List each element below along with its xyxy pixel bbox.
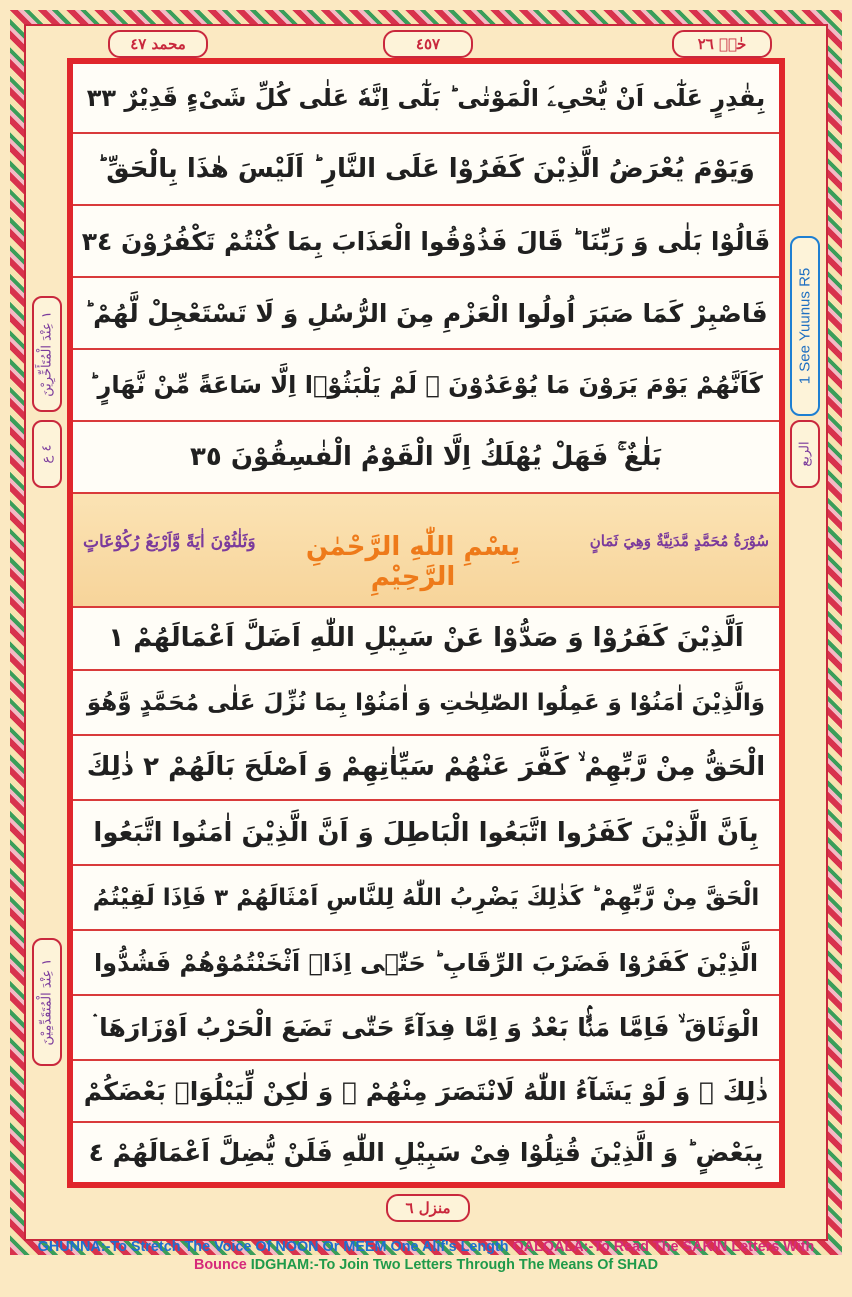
verse-text: قَالُوْا بَلٰى وَ رَبِّنَا ؕ قَالَ فَذُوْقُوا الْعَذَابَ بِمَا كُنْتُمْ تَكْفُرُوْنَ ٣٤ (81, 226, 771, 256)
ruku-marker-bottom-text: ١ عِنْدَ الْمُتَقَدِّمِيْنَ (39, 958, 55, 1046)
verse-text: بَلٰغٌ ۚ فَهَلْ یُهْلَكُ اِلَّا الْقَوْمُ الْفٰسِقُوْنَ ٣٥ (190, 441, 662, 472)
verse-text: كَاَنَّهُمْ یَوْمَ یَرَوْنَ مَا یُوْعَدُوْنَ ۙ لَمْ یَلْبَثُوْۤا اِلَّا سَاعَةً مِّنْ نَّهَارٍ ؕ (89, 371, 763, 399)
verse-line (73, 64, 779, 134)
basmala: بِسْمِ اللّٰهِ الرَّحْمٰنِ الرَّحِیْمِ (305, 532, 521, 592)
verse-text: وَالَّذِیْنَ اٰمَنُوْا وَ عَمِلُوا الصّٰلِحٰتِ وَ اٰمَنُوْا بِمَا نُزِّلَ عَلٰى مُحَمَّدٍ وَّهُوَ (86, 689, 766, 716)
verse-text: بِبَعْضٍ ؕ وَ الَّذِیْنَ قُتِلُوْا فِیْ سَبِیْلِ اللّٰهِ فَلَنْ یُّضِلَّ اَعْمَالَهُمْ ٤ (88, 1138, 764, 1167)
verse-line (73, 996, 779, 1061)
ruku-count-text: ٤ ع (39, 444, 55, 464)
verse-text: فَاصْبِرْ كَمَا صَبَرَ اُولُوا الْعَزْمِ مِنَ الرُّسُلِ وَ لَا تَسْتَعْجِلْ لَّهُمْ ؕ (84, 298, 768, 328)
qalqala-label: QALQALA:- (512, 1239, 594, 1255)
verse-text: الَّذِیْنَ كَفَرُوْا فَضَرْبَ الرِّقَابِ ؕ حَتّٰۤى اِذَاۤ اَثْخَنْتُمُوْهُمْ فَشُدُّوا (93, 948, 759, 977)
verse-line (73, 606, 779, 671)
cross-reference-text: 1 See Yuunus R5 (796, 267, 814, 385)
verse-line (73, 422, 779, 494)
verse-text: ذٰلِكَ ۛ وَ لَوْ یَشَآءُ اللّٰهُ لَانْتَصَرَ مِنْهُمْ ۙ وَ لٰكِنْ لِّیَبْلُوَاۡ بَعْضَكُمْ (83, 1076, 769, 1106)
verse-text: الْحَقُّ مِنْ رَّبِّهِمْ ۙ كَفَّرَ عَنْهُمْ سَیِّاٰتِهِمْ وَ اَصْلَحَ بَالَهُمْ ٢ ذٰلِكَ (86, 752, 766, 782)
verse-text: الْحَقَّ مِنْ رَّبِّهِمْ ؕ كَذٰلِكَ یَضْرِبُ اللّٰهُ لِلنَّاسِ اَمْثَالَهُمْ ٣ فَاِذَا لَقِیْتُمُ (92, 884, 760, 911)
text-frame (67, 58, 785, 1188)
ruku-count-marker (32, 420, 62, 488)
tajweed-legend (20, 1238, 832, 1274)
verse-line (73, 206, 779, 278)
verse-text: بِقٰدِرٍ عَلٰٓى اَنْ يُّحْیِۦَ الْمَوْتٰى ؕ بَلٰٓى اِنَّهٗ عَلٰى كُلِّ شَیْءٍ قَدِیْرٌ ٣٣ (86, 84, 766, 112)
idgham-label: IDGHAM:- (250, 1257, 319, 1273)
verse-line (73, 671, 779, 736)
surah-info-right: سُوْرَةُ مُحَمَّدٍ مَّدَنِيَّةٌ وَهِيَ ثَمَانٍ (589, 532, 769, 550)
surah-info-left: وَثَلٰثُوْنَ اٰیَةً وَّاَرْبَعُ رُكُوْعَاتٍ (83, 532, 256, 552)
verse-line (73, 134, 779, 206)
rub-marker-text: الربع (797, 441, 813, 467)
verse-text: وَیَوْمَ یُعْرَضُ الَّذِیْنَ كَفَرُوْا عَلَى النَّارِ ؕ اَلَیْسَ هٰذَا بِالْحَقِّ ؕ (97, 154, 755, 184)
juz-label: حٰمۤ ٢٦ (672, 30, 772, 58)
surah-label: محمد ٤٧ (108, 30, 208, 58)
idgham-text: To Join Two Letters Through The Means Of SHAD (318, 1257, 658, 1273)
verse-line (73, 736, 779, 801)
ruku-marker-top-text: ١ عِنْدَ الْمُتَأَخِّرِيْنَ (39, 311, 55, 397)
verse-text: اَلَّذِیْنَ كَفَرُوْا وَ صَدُّوْا عَنْ سَبِیْلِ اللّٰهِ اَضَلَّ اَعْمَالَهُمْ ١ (108, 622, 744, 653)
verse-line (73, 801, 779, 866)
verse-line (73, 866, 779, 931)
surah-header (73, 494, 779, 608)
manzil-label: منزل ٦ (386, 1194, 470, 1222)
verse-line (73, 278, 779, 350)
cross-reference-note (790, 236, 820, 416)
qalqala-text: To Read The SAKIN Letters With Bounce (194, 1239, 815, 1273)
verse-text: الْوَثَاقَ ۙ فَاِمَّا مَنًّۢا بَعْدُ وَ اِمَّا فِدَآءً حَتّٰى تَضَعَ الْحَرْبُ اَوْزَارَهَا ۛ (92, 1012, 760, 1042)
ruku-marker-bottom (32, 938, 62, 1066)
ruku-marker-top (32, 296, 62, 412)
ghunna-label: GHUNNA:- (37, 1239, 111, 1255)
verse-line (73, 1123, 779, 1182)
verse-text: بِاَنَّ الَّذِیْنَ كَفَرُوا اتَّبَعُوا الْبَاطِلَ وَ اَنَّ الَّذِیْنَ اٰمَنُوا اتَّبَعُوا (93, 817, 759, 848)
verse-line (73, 350, 779, 422)
rub-marker (790, 420, 820, 488)
verse-line (73, 931, 779, 996)
page-number: ٤٥٧ (383, 30, 473, 58)
verse-line (73, 1061, 779, 1123)
ghunna-text: To Stretch The Voice Of NOON Or MEEM One Alif's Length (110, 1239, 509, 1255)
